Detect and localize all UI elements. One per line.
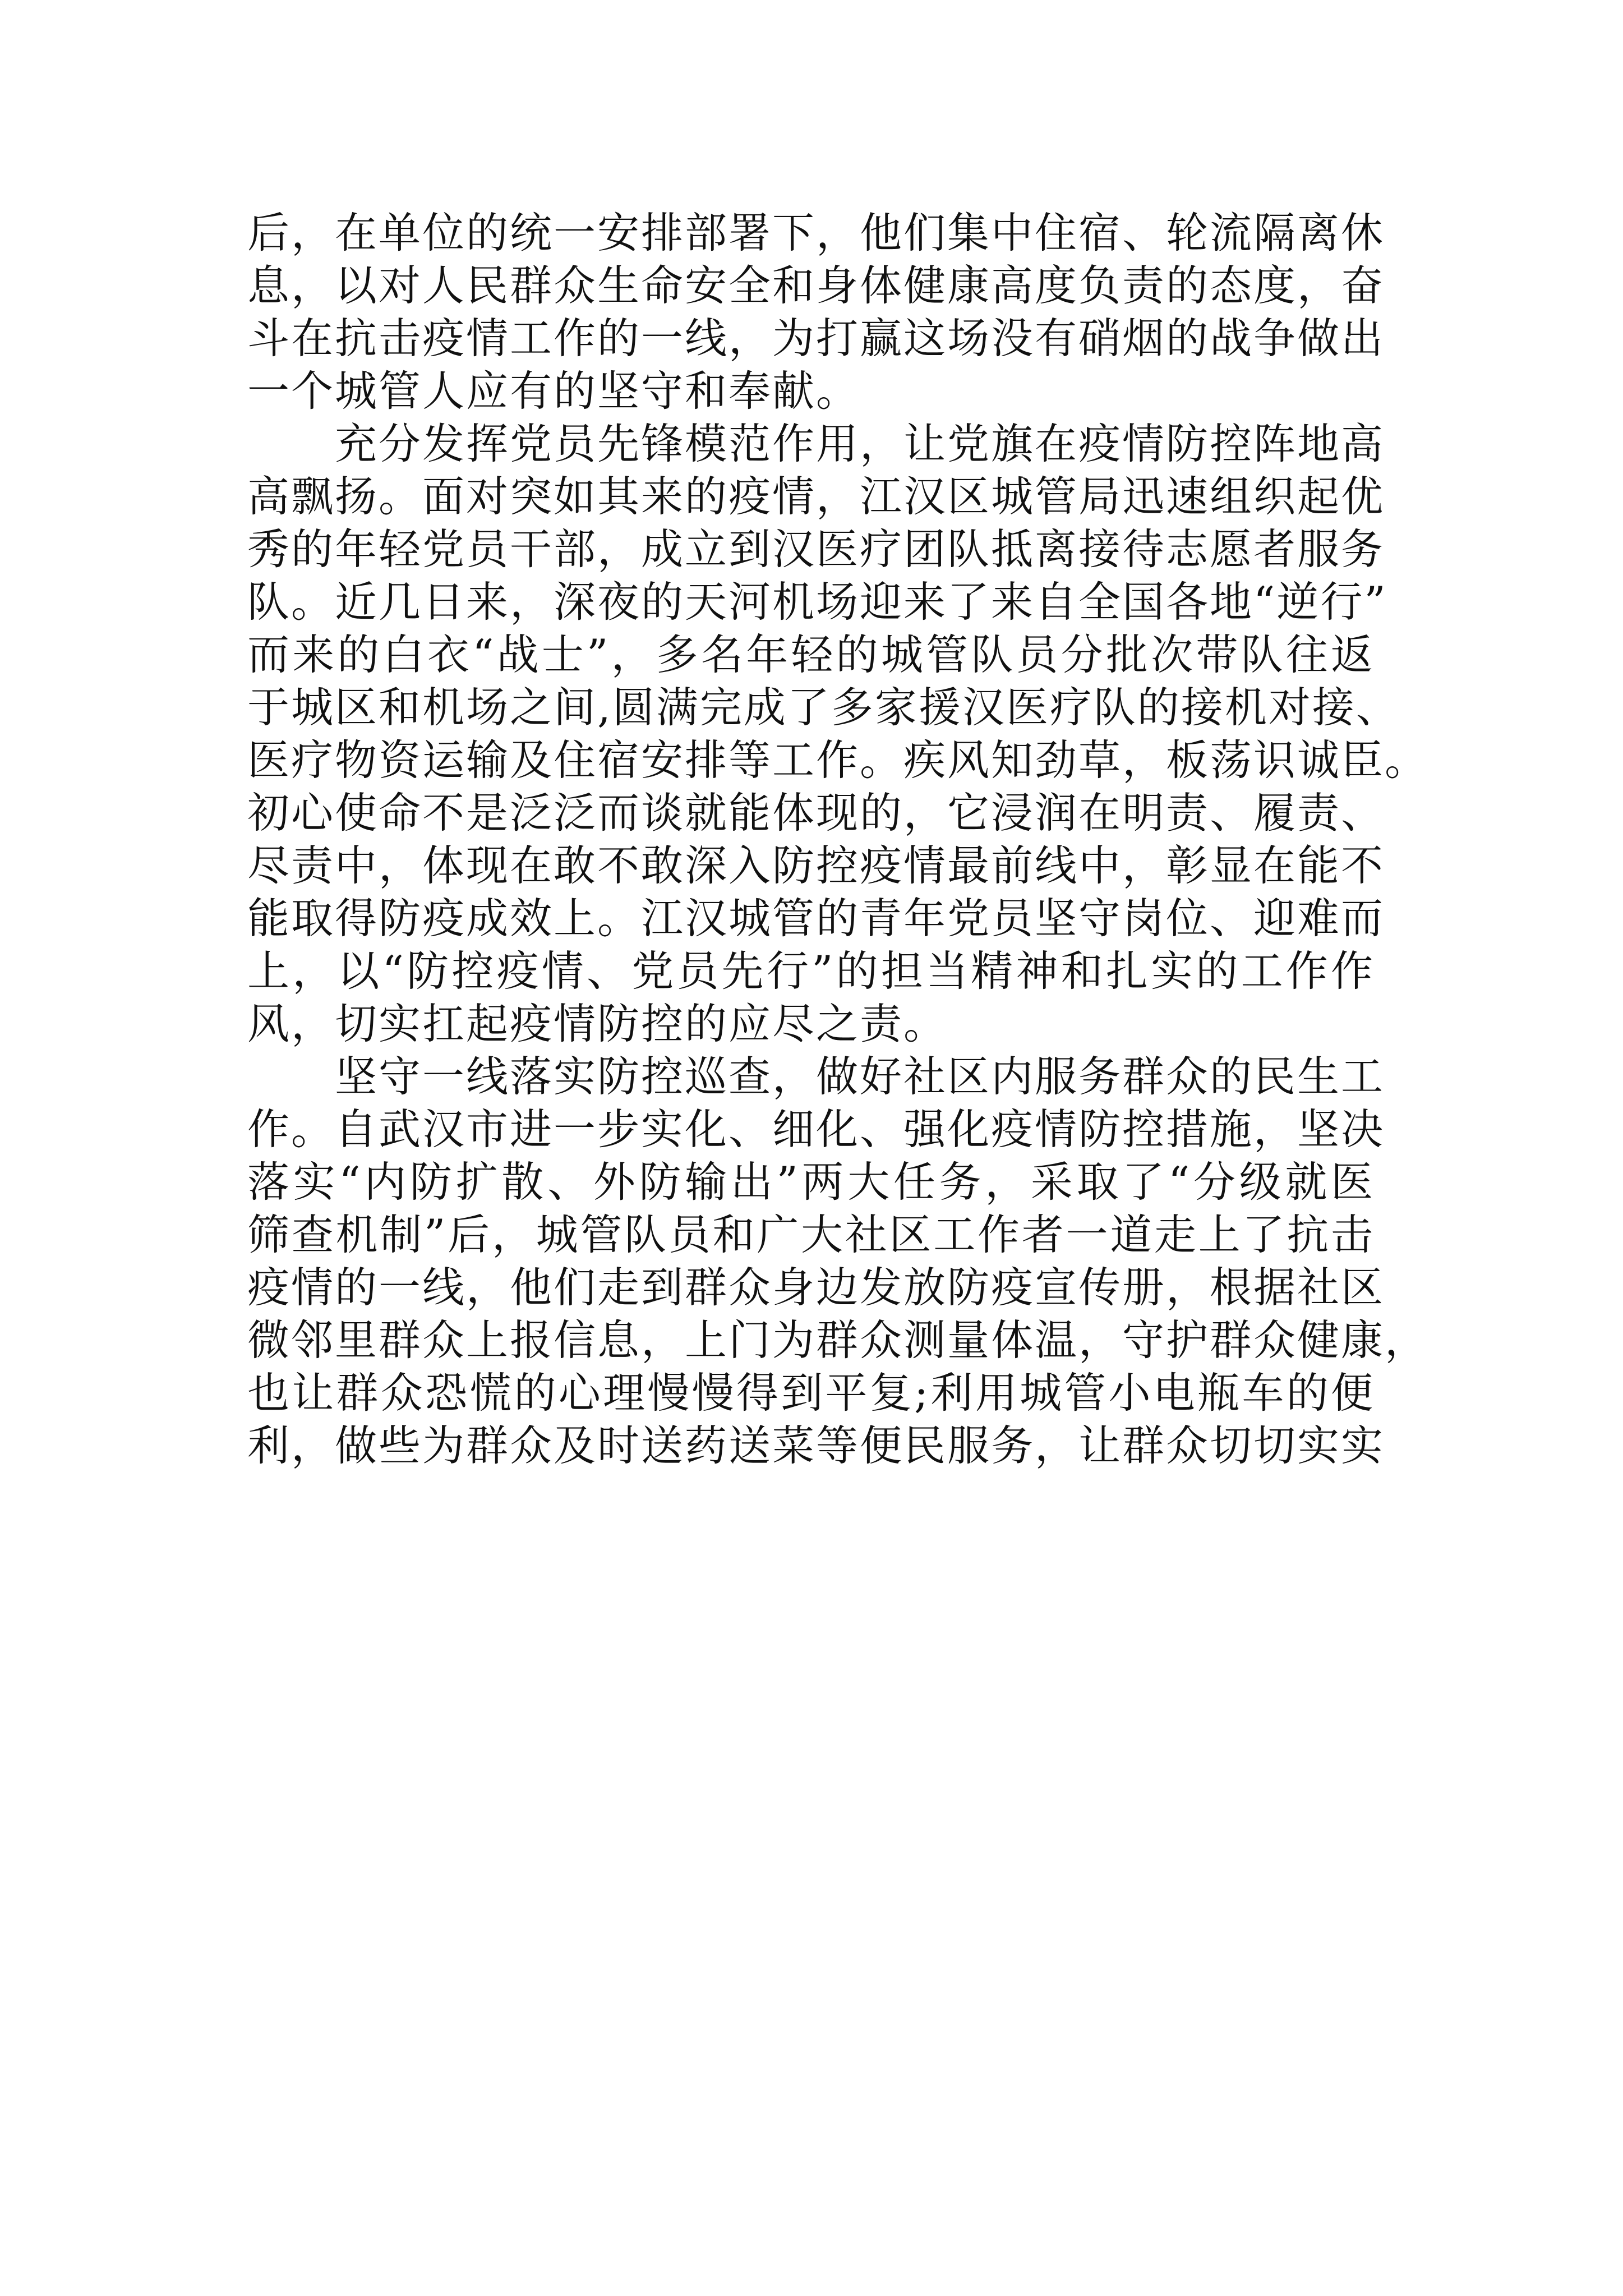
text-line: 于城区和机场之间,圆满完成了多家援汉医疗队的接机对接、 <box>247 683 1400 732</box>
text-line: 落实“内防扩散、外防输出”两大任务，采取了“分级就医 <box>247 1157 1375 1207</box>
text-line: 也让群众恐慌的心理慢慢得到平复;利用城管小电瓶车的便 <box>247 1368 1375 1418</box>
paragraph-2 <box>247 417 1429 1050</box>
paragraph-3 <box>247 1050 1429 1472</box>
text-line: 尽责中，体现在敢不敢深入防控疫情最前线中，彰显在能不 <box>247 841 1385 890</box>
text-line: 医疗物资运输及住宿安排等工作。疾风知劲草，板荡识诚臣。 <box>247 735 1429 785</box>
text-line: 队。近几日来，深夜的天河机场迎来了来自全国各地“逆行” <box>247 577 1387 627</box>
text-line: 上，以“防控疫情、党员先行”的担当精神和扎实的工作作 <box>247 946 1375 996</box>
text-line: 高飘扬。面对突如其来的疫情，江汉区城管局迅速组织起优 <box>247 472 1385 521</box>
text-line: 疫情的一线，他们走到群众身边发放防疫宣传册，根据社区 <box>247 1263 1385 1312</box>
text-line: 斗在抗击疫情工作的一线，为打赢这场没有硝烟的战争做出 <box>247 314 1385 363</box>
text-line: 能取得防疫成效上。江汉城管的青年党员坚守岗位、迎难而 <box>247 894 1385 943</box>
text-line: 而来的白衣“战士”，多名年轻的城管队员分批次带队往返 <box>247 630 1375 679</box>
text-line: 息，以对人民群众生命安全和身体健康高度负责的态度，奋 <box>247 261 1385 310</box>
text-line: 作。自武汉市进一步实化、细化、强化疫情防控措施，坚决 <box>247 1105 1385 1154</box>
text-line: 一个城管人应有的坚守和奉献。 <box>247 366 860 416</box>
text-line: 利，做些为群众及时送药送菜等便民服务，让群众切切实实 <box>247 1421 1385 1470</box>
text-line: 微邻里群众上报信息，上门为群众测量体温，守护群众健康， <box>247 1315 1429 1365</box>
text-line: 初心使命不是泛泛而谈就能体现的，它浸润在明责、履责、 <box>247 788 1385 838</box>
text-line: 坚守一线落实防控巡查，做好社区内服务群众的民生工 <box>247 1052 1385 1101</box>
text-line: 秀的年轻党员干部，成立到汉医疗团队抵离接待志愿者服务 <box>247 524 1385 574</box>
paragraph-1 <box>247 206 1385 417</box>
text-line: 筛查机制”后，城管队员和广大社区工作者一道走上了抗击 <box>247 1210 1375 1259</box>
text-line: 风，切实扛起疫情防控的应尽之责。 <box>247 999 948 1048</box>
text-line: 充分发挥党员先锋模范作用，让党旗在疫情防控阵地高 <box>247 419 1385 468</box>
body-text <box>247 206 1429 1472</box>
text-line: 后，在单位的统一安排部署下，他们集中住宿、轮流隔离休 <box>247 208 1385 257</box>
